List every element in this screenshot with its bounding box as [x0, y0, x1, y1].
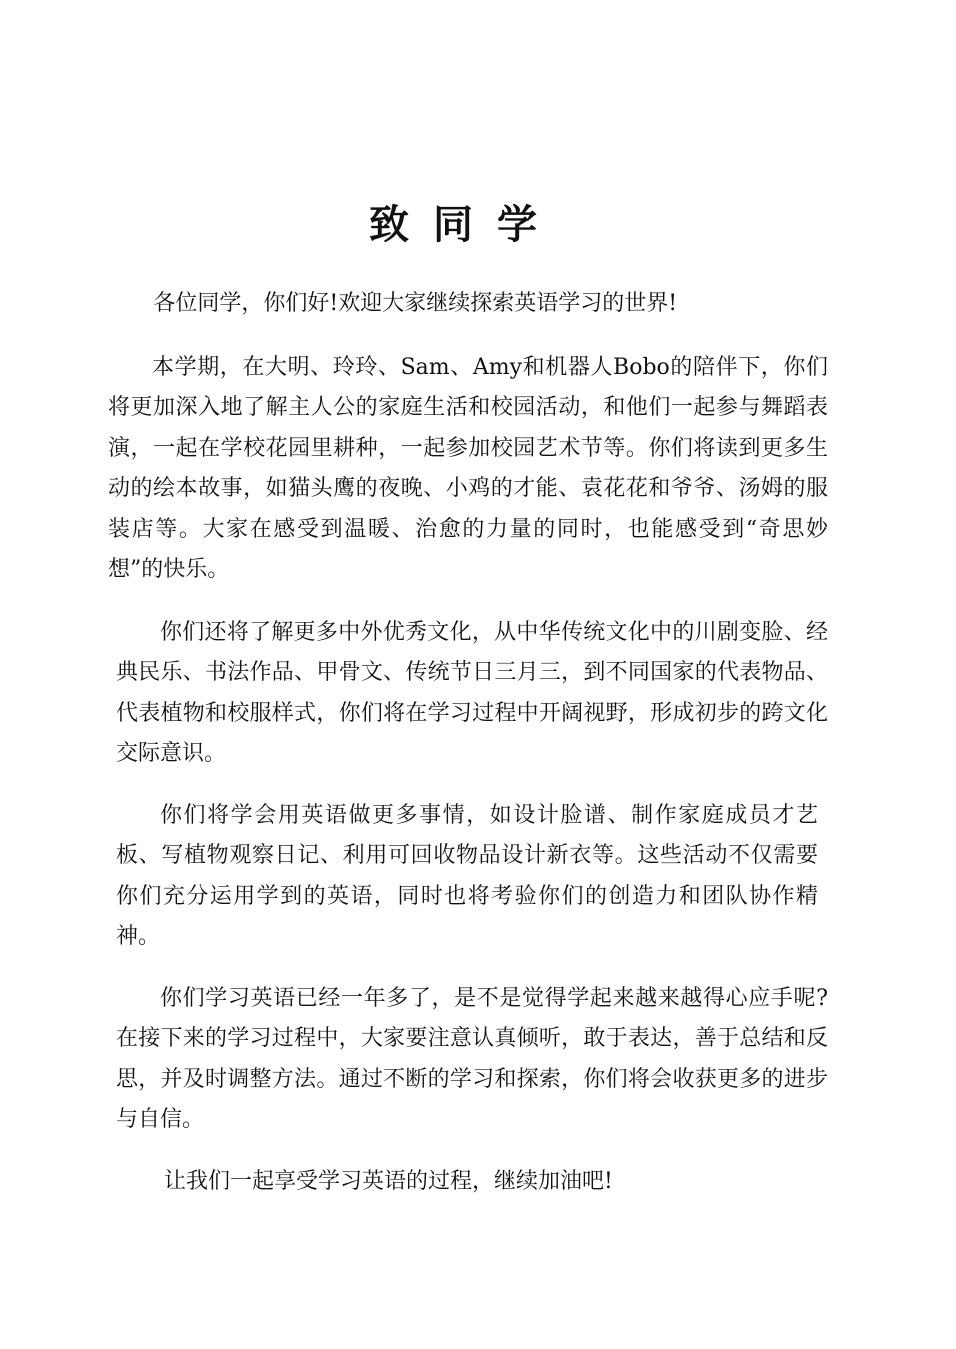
- paragraph-greeting: 各位同学，你们好!欢迎大家继续探索英语学习的世界!: [153, 291, 678, 316]
- paragraph-semester-intro: 本学期，在大明、玲玲、Sam、Amy和机器人Bobo的陪伴下，你们将更加深入地了解主人公的家庭生活和校园活动，和他们一起参与舞蹈表演，一起在学校花园里耕种，一起参加校园艺术节等。你们将读到更多生动的绘本故事，如猫头鹰的夜晚、小鸡的才能、袁花花和爷爷、汤姆的服装店等。大家在感受到温暖、治愈的力量的同时，也能感受到“奇思妙想”的快乐。: [108, 354, 828, 582]
- letter-body: [108, 284, 828, 1224]
- paragraph-activities: 你们将学会用英语做更多事情，如设计脸谱、制作家庭成员才艺板、写植物观察日记、利用可回收物品设计新衣等。这些活动不仅需要你们充分运用学到的英语，同时也将考验你们的创造力和团队协作精神。: [116, 802, 818, 949]
- paragraph-culture: 你们还将了解更多中外优秀文化，从中华传统文化中的川剧变脸、经典民乐、书法作品、甲骨文、传统节日三月三，到不同国家的代表物品、代表植物和校服样式，你们将在学习过程中开阔视野，形成初步的跨文化交际意识。: [116, 619, 828, 766]
- page-title: 致同学: [369, 200, 561, 248]
- paragraph-closing: 让我们一起享受学习英语的过程，继续加油吧!: [164, 1168, 613, 1194]
- paragraph-learning-tips: 你们学习英语已经一年多了，是不是觉得学起来越来越得心应手呢?在接下来的学习过程中，大家要注意认真倾听，敢于表达，善于总结和反思，并及时调整方法。通过不断的学习和探索，你们将会收获更多的进步与自信。: [116, 985, 828, 1132]
